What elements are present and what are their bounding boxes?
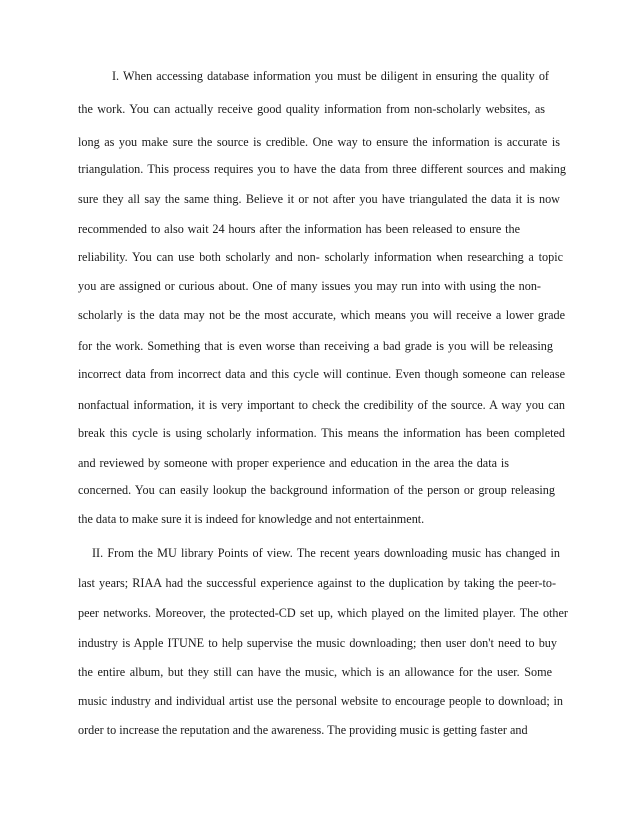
text-line: the data to make sure it is indeed for knowledge and not entertainment.: [78, 512, 425, 526]
text-line: the entire album, but they still can have the music, which is an allowance for the user. Some: [78, 665, 552, 679]
text-line: peer networks. Moreover, the protected-CD set up, which played on the limited player. The other: [78, 606, 568, 620]
text-line: the work. You can actually receive good quality information from non-scholarly websites, as: [78, 102, 545, 116]
text-line: nonfactual information, it is very important to check the credibility of the source. A way you can: [78, 398, 565, 412]
text-line: break this cycle is using scholarly information. This means the information has been completed: [78, 426, 565, 440]
text-line: for the work. Something that is even worse than receiving a bad grade is you will be releasing: [78, 339, 553, 353]
text-line: I. When accessing database information you must be diligent in ensuring the quality of: [112, 69, 549, 83]
text-line: triangulation. This process requires you to have the data from three different sources and making: [78, 162, 566, 176]
text-line: reliability. You can use both scholarly and non- scholarly information when researching a topic: [78, 250, 563, 264]
text-line: scholarly is the data may not be the most accurate, which means you will receive a lower grade: [78, 308, 565, 322]
text-line: long as you make sure the source is credible. One way to ensure the information is accurate is: [78, 135, 560, 149]
text-line: industry is Apple ITUNE to help supervise the music downloading; then user don't need to buy: [78, 636, 557, 650]
text-line: you are assigned or curious about. One of many issues you may run into with using the non-: [78, 279, 541, 293]
text-line: concerned. You can easily lookup the background information of the person or group releasing: [78, 483, 555, 497]
text-line: incorrect data from incorrect data and this cycle will continue. Even though someone can release: [78, 367, 565, 381]
text-line: music industry and individual artist use the personal website to encourage people to download; in: [78, 694, 563, 708]
text-line: and reviewed by someone with proper experience and education in the area the data is: [78, 456, 509, 470]
text-line: II. From the MU library Points of view. The recent years downloading music has changed in: [92, 546, 560, 560]
text-line: sure they all say the same thing. Believe it or not after you have triangulated the data it is now: [78, 192, 560, 206]
text-line: order to increase the reputation and the awareness. The providing music is getting faster and: [78, 723, 528, 737]
text-line: recommended to also wait 24 hours after the information has been released to ensure the: [78, 222, 520, 236]
text-line: last years; RIAA had the successful experience against to the duplication by taking the peer-to-: [78, 576, 556, 590]
